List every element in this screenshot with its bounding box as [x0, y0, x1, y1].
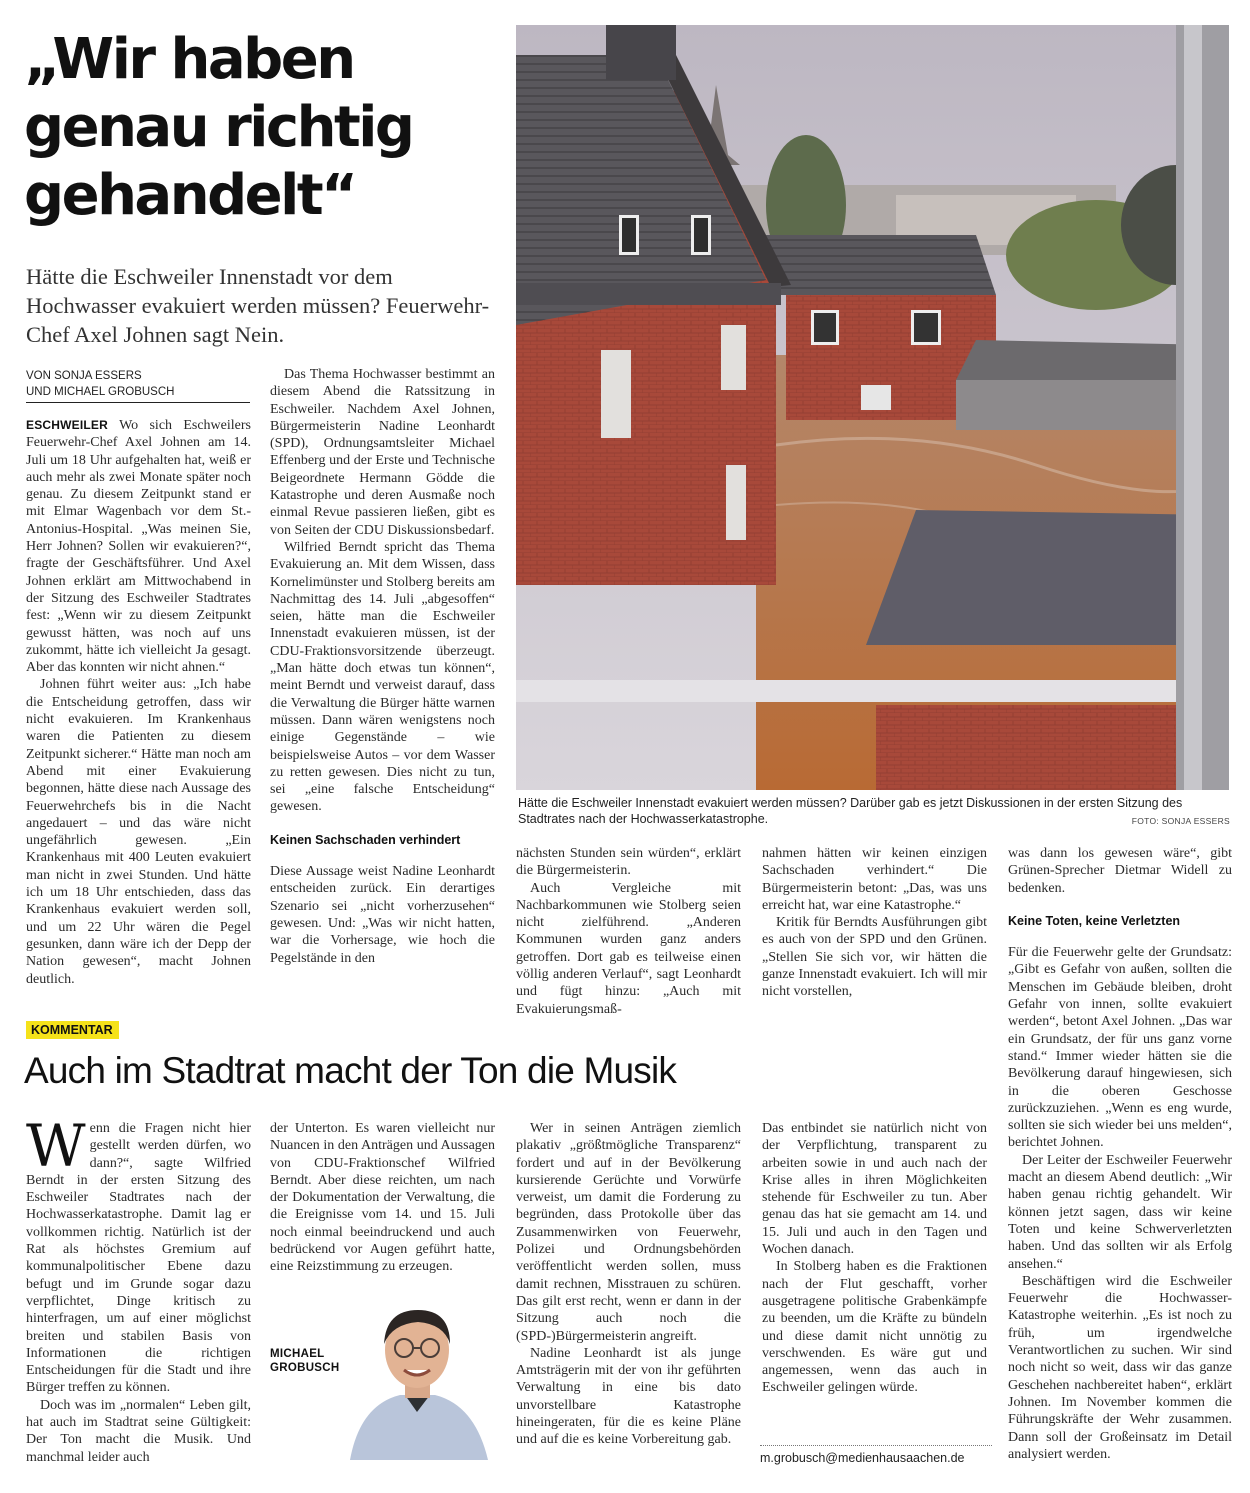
kommentar-column-4 [762, 1120, 987, 1397]
paragraph: Das Thema Hochwasser bestimmt an diesem Abend die Ratssitzung in Eschweiler. Nachdem Axel Johnen, Bürgermeisterin Nadine Leonhardt (SPD), Ordnungsamtsleiter Michael Effenberg und der Erste und Technische Beigeordnete Hermann Gödde die Katastrophe und deren Ausmaße noch einmal Revue passieren ließen, gibt es von Seiten der CDU Diskussionsbedarf. [270, 367, 495, 538]
paragraph: Wo sich Eschweilers Feuerwehr-Chef Axel Johnen am 14. Juli um 18 Uhr aufgehalten hat, weiß er auch mehr als zwei Monate später noch genau. Zu diesem Zeitpunkt stand er mit Elmar Wagenbach vor dem St.-Antonius-Hospital. „Was meinen Sie, Herr Johnen? Sollen wir evakuieren?“, fragte der Geschäftsführer. Und Axel Johnen erklärt am Mittwochabend in der Sitzung des Eschweiler Stadtrates fest: „Wenn wir zu diesem Zeitpunkt gewusst hätten, was noch auf uns zukommt, hätte ich vielleicht Ja gesagt. Aber das konnten wir nicht ahnen.“ [26, 418, 251, 676]
paragraph: nächsten Stunden sein würden“, erklärt die Bürgermeisterin. [516, 846, 741, 879]
dateline: ESCHWEILER [26, 418, 109, 432]
photo-credit: FOTO: SONJA ESSERS [1131, 816, 1230, 826]
author-portrait [340, 1300, 495, 1460]
paragraph: Kritik für Berndts Ausführungen gibt es auch von der SPD und den Grünen. „Stellen Sie sich vor, wir hätten die ganze Innenstadt evakuiert. Ich will mir nicht vorstellen, [762, 915, 987, 1000]
paragraph: der Unterton. Es waren vielleicht nur Nuancen in den Anträgen und Aussagen von CDU-Fraktionschef Wilfried Berndt. Aber diese reichten, um nach der Dokumentation der Verwaltung, die die Ereignisse vom 14. und 15. Juli noch einmal beeindruckend und auch bedrückend vor Augen geführt hatte, eine Reizstimmung zu erzeugen. [270, 1121, 495, 1275]
paragraph: Diese Aussage weist Nadine Leonhardt entscheiden zurück. Ein derartiges Szenario sei „nicht vorherzusehen“ gewesen. Und: „Was wir nicht hatten, war die Vorhersage, wie hoch die Pegelstände in den [270, 864, 495, 966]
paragraph: Nadine Leonhardt ist als junge Amtsträgerin mit der von ihr geführten Verwaltung in eine bis dato unvorstellbare Katastrophe hineingeraten, für die es keine Pläne und auf die es keine Vorbereitung gab. [516, 1345, 741, 1448]
email-separator [760, 1445, 992, 1446]
paragraph: enn die Fragen nicht hier gestellt werden dürfen, wo dann?“, sagte Wilfried Berndt in der ersten Sitzung des Eschweiler Stadtrates nach der Hochwasserkatastrophe. Damit lag er vollkommen richtig. Natürlich ist der Rat als höchstes Gremium auf kommunalpolitischer Ebene dazu befugt und im Grunde sogar dazu verpflichtet, Dinge kritisch zu hinterfragen, um auf einer möglichst breiten und stabilen Basis von Informationen die richtigen Entscheidungen für die Stadt und ihre Bürger treffen zu können. [26, 1121, 251, 1396]
flood-photo [516, 25, 1229, 790]
author-name [270, 1347, 340, 1375]
author-last-name: GROBUSCH [270, 1362, 340, 1374]
article-column-5 [1008, 845, 1232, 1463]
photo-caption: Hätte die Eschweiler Innenstadt evakuiert werden müssen? Darüber gab es jetzt Diskussionen in der ersten Sitzung des Stadtrates nach der Hochwasserkatastrophe. [518, 796, 1183, 826]
paragraph: Wer in seinen Anträgen ziemlich plakativ „größtmögliche Transparenz“ fordert und auf in der Bevölkerung kursierende Gerüchte und Vorwürfe verweist, um damit die Forderung zu begründen, dass Protokolle über das Zusammenwirken von Feuerwehr, Polizei und Ordnungsbehörden veröffentlicht werden sollen, muss damit rechnen, Misstrauen zu schüren. Das gilt erst recht, wenn er dann in der Sitzung auch noch die (SPD-)Bürgermeisterin angreift. [516, 1121, 741, 1344]
article-column-2 [270, 366, 495, 967]
kommentar-title: Auch im Stadtrat macht der Ton die Musik [24, 1050, 677, 1091]
byline [26, 368, 250, 403]
author-email-link[interactable]: m.grobusch@medienhausaachen.de [760, 1451, 965, 1465]
kommentar-column-3 [516, 1120, 741, 1449]
paragraph: Wilfried Berndt spricht das Thema Evakuierung an. Mit dem Wissen, dass Kornelimünster und Stolberg bereits am Nachmittag des 14. Juli „abgesoffen“ seien, hätte man die Eschweiler Innenstadt evakuieren müssen, ist der CDU-Fraktionsvorsitzende überzeugt. „Man hätte doch etwas tun können“, meint Berndt und verweist darauf, dass die Verwaltung die Bürger hätte warnen müssen. Dann wären wenigstens noch einige Gegenstände – wie beispielsweise Autos – vor dem Wasser zu retten gewesen. Dies nicht zu tun, sei „eine falsche Entscheidung“ gewesen. [270, 539, 495, 815]
drop-cap: W [26, 1112, 86, 1180]
kommentar-column-2 [270, 1120, 495, 1276]
byline-line1: VON SONJA ESSERS [26, 370, 142, 382]
paragraph: Für die Feuerwehr gelte der Grundsatz: „Gibt es Gefahr von außen, sollten die Menschen im Gebäude bleiben, droht Gefahr von innen, sollte evakuiert werden“, betont Axel Johnen. „Das war ein Grundsatz, der für uns ganz vorne stand.“ Immer wieder hätten sie die Bevölkerung darauf hingewiesen, sich in die oberen Geschosse zurückzuziehen. „Wenn es eng wurde, sollten sie sich wieder bei uns melden“, berichtet Johnen. [1008, 945, 1232, 1151]
article-column-1 [26, 417, 251, 988]
article-column-3 [516, 845, 741, 1018]
article-subheadline: Hätte die Eschweiler Innenstadt vor dem Hochwasser evakuiert werden müssen? Feuerwehr-Chef Axel Johnen sagt Nein. [26, 264, 490, 347]
paragraph: Das entbindet sie natürlich nicht von der Verpflichtung, transparent zu arbeiten sowie in und auch nach der Krise alles in ihren Möglichkeiten stehende für Eschweiler zu tun. Aber genau das hat sie gemacht am 14. und 15. Juli und auch in den Tagen und Wochen danach. [762, 1121, 987, 1258]
paragraph: nahmen hätten wir keinen einzigen Sachschaden verhindert.“ Die Bürgermeisterin betont: „Das, was uns erreicht hat, war eine Katastrophe.“ [762, 846, 987, 913]
paragraph: Doch was im „normalen“ Leben gilt, hat auch im Stadtrat seine Gültigkeit: Der Ton macht die Musik. Und manchmal leider auch [26, 1397, 251, 1465]
subheading-keine-toten: Keine Toten, keine Verletzten [1008, 913, 1181, 928]
article-column-4 [762, 845, 987, 1001]
paragraph: Johnen führt weiter aus: „Ich habe die Entscheidung getroffen, dass wir nicht evakuieren. Im Krankenhaus waren die Patienten zu diesem Zeitpunkt sicherer.“ Hätte man noch am Abend mit einer Evakuierung begonnen, hätte diese nach Aussage des Feuerwehrchefs bis in die Nacht angedauert – und das wäre nicht ungefährlich gewesen. „Ein Krankenhaus mit 400 Leuten evakuiert man nicht in zwei Stunden. Und hätte ich um 18 Uhr entschieden, dass das Krankenhaus evakuiert werden soll, und um 22 Uhr wären die Pegel gesunken, dann wäre ich der Depp der Nation gewesen“, macht Johnen deutlich. [26, 677, 251, 987]
paragraph: In Stolberg haben es die Fraktionen nach der Flut geschafft, vorher ausgetragene politische Grabenkämpfe zu beenden, um die Kräfte zu bündeln und diese damit nicht unnötig zu verschwenden. Es wäre gut und angemessen, wenn das auch in Eschweiler gelingen würde. [762, 1259, 987, 1396]
paragraph: Auch Vergleiche mit Nachbarkommunen wie Stolberg seien nicht zielführend. „Anderen Kommunen wurden ganz anders getroffen. Dort gab es teilweise einen völlig anderen Verlauf“, sagt Leonhardt und fügt hinzu: „Auch mit Evakuierungsmaß- [516, 880, 741, 1017]
flood-photo-image [516, 25, 1229, 790]
author-first-name: MICHAEL [270, 1348, 325, 1360]
article-headline: „Wir haben genau richtig gehandelt“ [24, 27, 413, 228]
paragraph: was dann los gewesen wäre“, gibt Grünen-Sprecher Dietmar Widell zu bedenken. [1008, 846, 1232, 896]
byline-line2: UND MICHAEL GROBUSCH [26, 386, 175, 398]
paragraph: Beschäftigen wird die Eschweiler Feuerwehr die Hochwasser-Katastrophe weiterhin. „Es ist noch zu früh, um irgendwelche Verantwortlichen zu suchen. Wir sind noch nicht so weit, dass wir das ganze Geschehen nachbereitet haben“, erklärt Johnen. Im November kommen die Führungskräfte der Wehr zusammen. Dann soll der Großeinsatz im Detail analysiert werden. [1008, 1273, 1232, 1462]
kommentar-column-1 [26, 1112, 251, 1466]
author-portrait-image [340, 1300, 495, 1460]
paragraph: Der Leiter der Eschweiler Feuerwehr macht an diesem Abend deutlich: „Wir haben genau richtig gehandelt. Wir können jetzt sagen, dass wir keine Toten und keine Schwerverletzten haben. Und das sollten wir als Erfolg ansehen.“ [1008, 1152, 1232, 1272]
kommentar-label: KOMMENTAR [26, 1021, 119, 1039]
subheading-sachschaden: Keinen Sachschaden verhindert [270, 832, 461, 847]
